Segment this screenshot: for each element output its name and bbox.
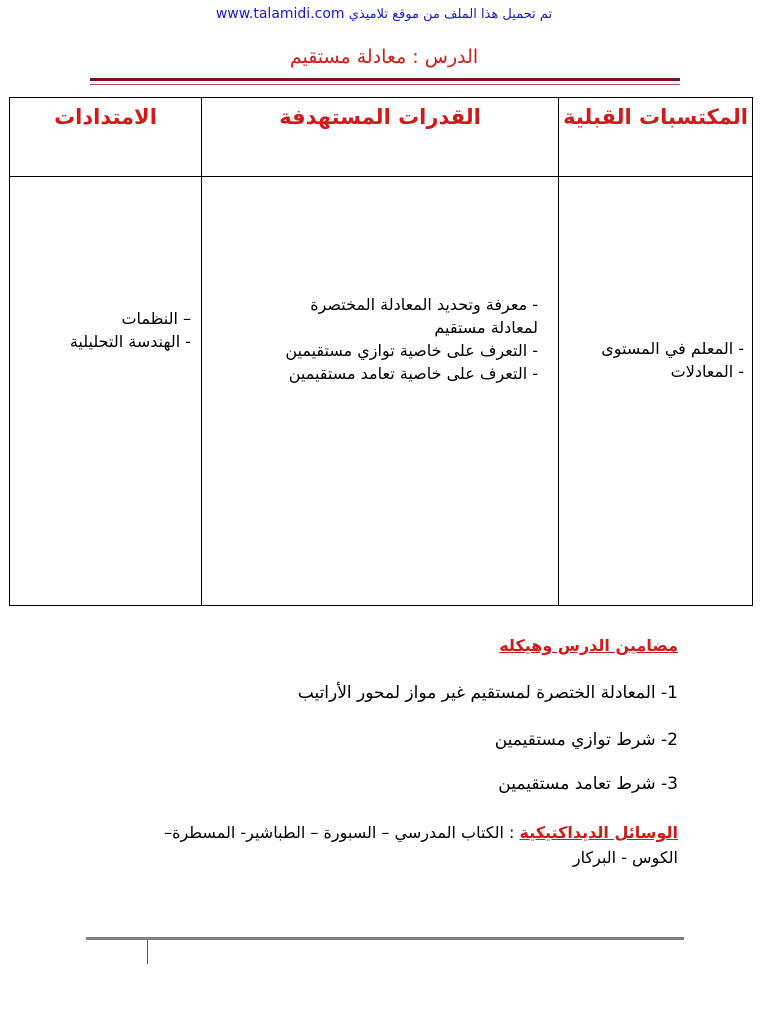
header-capacities: القدرات المستهدفة xyxy=(202,98,559,177)
lesson-title: الدرس : معادلة مستقيم xyxy=(289,46,479,68)
teaching-tools xyxy=(138,820,678,870)
site-banner xyxy=(0,6,768,22)
header-prior-knowledge: المكتسبات القبلية xyxy=(559,98,753,177)
content-item: 2- شرط توازي مستقيمين xyxy=(494,730,678,750)
site-url-link[interactable]: www.talamidi.com xyxy=(215,6,345,22)
list-item: - التعرف على خاصية تعامد مستقيمين xyxy=(288,364,538,383)
capacities-cell xyxy=(202,177,559,606)
contents-heading: مضامين الدرس وهيكله xyxy=(499,636,678,655)
banner-text: تم تحميل هذا الملف من موقع تلاميذي xyxy=(348,7,553,22)
table-body-row xyxy=(10,177,753,606)
prior-knowledge-list xyxy=(601,337,744,383)
capacities-list xyxy=(285,293,538,385)
header-extensions: الامتدادات xyxy=(10,98,202,177)
list-item: - المعادلات xyxy=(670,362,744,381)
list-item: - التعرف على خاصية توازي مستقيمين xyxy=(285,341,538,360)
prior-knowledge-cell xyxy=(559,177,753,606)
content-item: 3- شرط تعامد مستقيمين xyxy=(498,774,678,794)
extensions-list xyxy=(70,307,191,353)
list-item: لمعادلة مستقيم xyxy=(434,318,538,337)
content-item: 1- المعادلة الختصرة لمستقيم غير مواز لمحور الأراتيب xyxy=(297,683,678,703)
list-item: – النظمات xyxy=(121,309,191,328)
table-header-row xyxy=(10,98,753,177)
tools-separator: : xyxy=(509,823,520,842)
objectives-table xyxy=(9,97,753,606)
list-item: - المعلم في المستوى xyxy=(601,339,744,358)
footer-tick-mark xyxy=(147,940,148,964)
footer-divider xyxy=(86,937,684,940)
tools-text: الكتاب المدرسي – السبورة – الطباشير- المسطرة– الكوس - البركار xyxy=(164,823,678,867)
list-item: - الهندسة التحليلية xyxy=(69,332,191,351)
extensions-cell xyxy=(10,177,202,606)
title-divider xyxy=(90,78,680,85)
tools-label: الوسائل الديداكتيكية xyxy=(519,823,678,842)
list-item: - معرفة وتحديد المعادلة المختصرة xyxy=(310,295,538,314)
